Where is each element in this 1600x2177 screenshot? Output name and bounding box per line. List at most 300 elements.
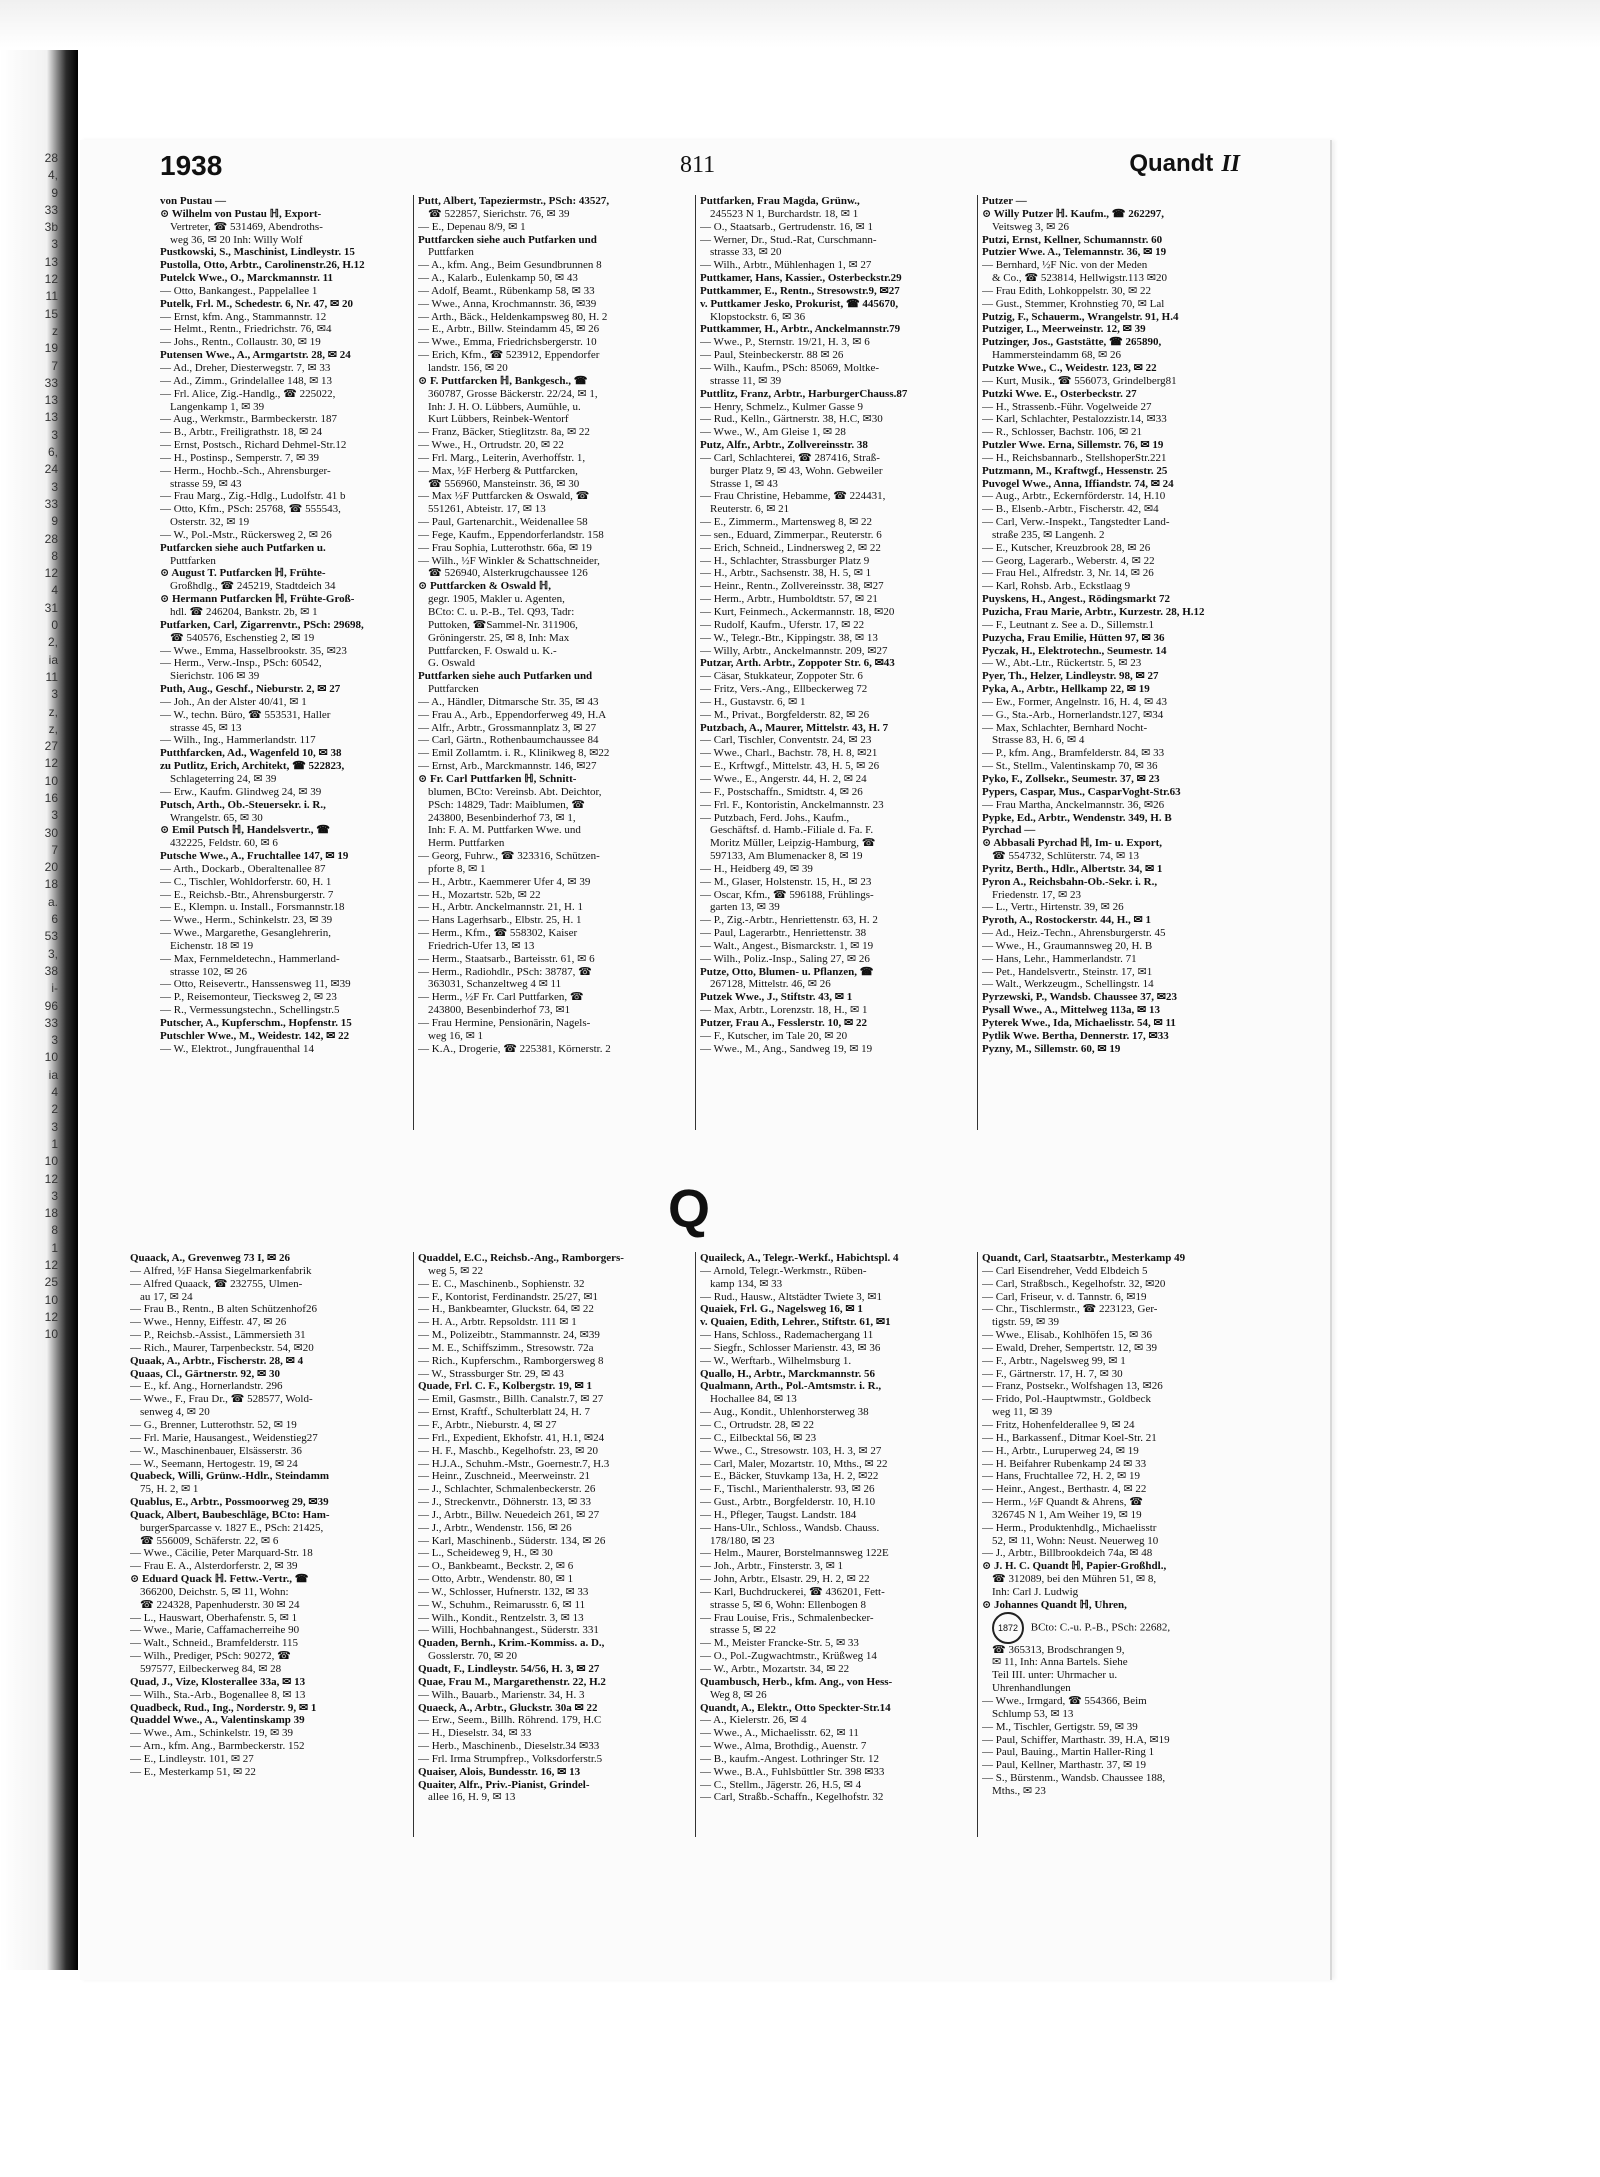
directory-entry: Quallo, H., Arbtr., Marckmannstr. 56	[700, 1367, 875, 1380]
directory-entry: — J., Arbtr., Billbrookdeich 74a, ✉ 48	[982, 1547, 1153, 1560]
directory-entry: — Alfr., Arbtr., Grossmannplatz 3, ✉ 27	[418, 721, 597, 734]
directory-entry: — Wwe., A., Michaelisstr. 62, ✉ 11	[700, 1727, 859, 1740]
directory-entry: — Erich, Schneid., Lindnersweg 2, ✉ 22	[700, 541, 881, 554]
directory-entry: Mths., ✉ 23	[992, 1784, 1046, 1797]
directory-entry: — Wilh., Kaufm., PSch: 85069, Moltke-	[700, 361, 880, 374]
directory-entry: Pyzny, M., Sillemstr. 60, ✉ 19	[982, 1042, 1121, 1055]
directory-entry: — Wwe., P., Sternstr. 19/21, H. 3, ✉ 6	[700, 336, 870, 349]
directory-entry: strasse 11, ✉ 39	[710, 374, 782, 387]
directory-entry: Pustolla, Otto, Arbtr., Carolinenstr.26, H.12	[160, 259, 365, 272]
directory-entry: — Paul, Schiffer, Marthastr. 39, H.A, ✉19	[982, 1733, 1170, 1746]
directory-entry: — Wwe., Elisab., Kohlhöfen 15, ✉ 36	[982, 1329, 1153, 1342]
directory-entry: Pyrchad —	[982, 824, 1036, 837]
directory-entry: Quadt, F., Lindleystr. 54/56, H. 3, ✉ 27	[418, 1663, 600, 1675]
directory-entry: Weg 8, ✉ 26	[710, 1688, 767, 1701]
column-2	[418, 195, 690, 1130]
directory-entry: — C., Tischler, Wohldorferstr. 60, H. 1	[160, 875, 332, 888]
directory-entry: — P., Reichsb.-Assist., Lämmersieth 31	[130, 1329, 306, 1342]
directory-entry: — A., Kalarb., Eulenkamp 50, ✉ 43	[418, 272, 578, 285]
directory-entry: Pyczak, H., Elektrotechn., Seumestr. 14	[982, 644, 1167, 657]
directory-entry: — Herm., Verw.-Insp., PSch: 60542,	[160, 657, 322, 670]
left-page-fragment: z,	[48, 704, 58, 719]
directory-entry: ⊙ August T. Putfarcken ℍ, Frühte-	[160, 567, 326, 580]
directory-entry: — M., Polizeibtr., Stammannstr. 24, ✉39	[418, 1329, 600, 1342]
left-page-fragment: 3	[51, 687, 58, 702]
directory-entry: — P., Zig.-Arbtr., Henriettenstr. 63, H. 2	[700, 914, 878, 927]
directory-entry: Puttfarken	[428, 246, 474, 259]
directory-entry: ⊙ Johannes Quandt ℍ, Uhren,	[982, 1598, 1127, 1611]
directory-entry: — H., Barkassenf., Ditmar Koel-Str. 21	[982, 1431, 1157, 1444]
directory-entry: Schlageterring 24, ✉ 39	[170, 772, 277, 785]
directory-entry: — F., Kutscher, im Tale 20, ✉ 20	[700, 1029, 848, 1042]
directory-entry: 597577, Eilbeckerweg 84, ✉ 28	[140, 1663, 282, 1675]
directory-entry: Puyskens, H., Angest., Rödingsmarkt 72	[982, 593, 1170, 606]
directory-entry: ⊙ Willy Putzer ℍ. Kaufm., ☎ 262297,	[982, 207, 1164, 220]
column-1	[160, 195, 408, 1115]
directory-entry: — Fritz, Hohenfelderallee 9, ✉ 24	[982, 1418, 1135, 1431]
directory-entry: Puth, Aug., Geschf., Nieburstr. 2, ✉ 27	[160, 683, 341, 696]
directory-entry: — Kurt, Feinmech., Ackermannstr. 18, ✉20	[700, 606, 895, 618]
directory-entry: — E., kf. Ang., Hornerlandstr. 296	[130, 1380, 283, 1393]
directory-entry: — O., Staatsarb., Gertrudenstr. 16, ✉ 1	[700, 220, 873, 233]
directory-entry: Uhrenhandlungen	[992, 1682, 1071, 1695]
directory-entry: — C., Stellm., Jägerstr. 26, H.5, ✉ 4	[700, 1778, 862, 1791]
q-column-1	[130, 1252, 408, 1822]
directory-entry: — Herm., Kfm., ☎ 558302, Kaiser	[418, 927, 578, 940]
directory-entry: Putthfarcken, Ad., Wagenfeld 10, ✉ 38	[160, 747, 342, 760]
directory-entry: — F., Postschaffn., Smidtstr. 4, ✉ 26	[700, 785, 863, 798]
directory-entry: tigstr. 59, ✉ 39	[992, 1316, 1059, 1329]
directory-entry: — Arth., Bäck., Heldenkampsweg 80, H. 2	[418, 310, 608, 323]
directory-entry: — Erw., Seem., Billh. Röhrend. 179, H.C	[418, 1714, 602, 1727]
left-page-fragment: 33	[44, 202, 58, 217]
directory-entry: — Rich., Kupferschm., Ramborgersweg 8	[418, 1354, 604, 1367]
directory-entry: — Heinr., Rentn., Zollvereinsstr. 38, ✉27	[700, 580, 884, 593]
directory-entry: — Pet., Handelsvertr., Steinstr. 17, ✉1	[982, 965, 1153, 978]
directory-entry: ⊙ Puttfarcken & Oswald ℍ,	[418, 580, 551, 593]
directory-entry: — Carl, Tischler, Conventstr. 24, ✉ 23	[700, 734, 872, 747]
left-page-fragment: 3	[51, 1188, 58, 1203]
directory-entry: — Wwe., Marie, Caffamacherreihe 90	[130, 1624, 300, 1637]
directory-entry: Putt, Albert, Tapeziermstr., PSch: 43527,	[418, 195, 610, 207]
left-page-fragment: 19	[44, 341, 58, 356]
directory-entry: — H. A., Arbtr. Repsoldstr. 111 ✉ 1	[418, 1316, 577, 1329]
directory-entry: — Hans-Ulr., Schloss., Wandsb. Chauss.	[700, 1521, 880, 1534]
directory-entry: — M., Tischler, Gertigstr. 59, ✉ 39	[982, 1720, 1138, 1733]
left-page-fragment: 2	[51, 1102, 58, 1117]
left-page-fragment: 7	[51, 358, 58, 373]
directory-entry: ⊙ F. Puttfarcken ℍ, Bankgesch., ☎	[418, 374, 588, 387]
left-page-fragment: 6,	[47, 445, 58, 460]
left-page-fragment: 12	[44, 1171, 58, 1186]
directory-entry: — Herb., Maschinenb., Dieselstr.34 ✉33	[418, 1740, 600, 1753]
directory-entry: — Walt., Werkzeugm., Schellingstr. 14	[982, 978, 1154, 991]
directory-entry: — H., Reichsbannarb., StellshoperStr.221	[982, 451, 1167, 464]
directory-entry: weg 16, ✉ 1	[428, 1029, 484, 1042]
column-divider	[977, 1252, 978, 1837]
directory-entry: — Franz, Postsekr., Wolfshagen 13, ✉26	[982, 1380, 1163, 1393]
directory-entry: Puttkamer, Hans, Kassier., Osterbeckstr.29	[700, 272, 902, 285]
directory-entry: — Ew., Former, Angelnstr. 16, H. 4, ✉ 43	[982, 695, 1167, 708]
left-page-fragment: 3	[51, 1033, 58, 1048]
directory-entry: — J., Arbtr., Wendenstr. 156, ✉ 26	[418, 1521, 572, 1534]
directory-entry: kamp 134, ✉ 33	[710, 1277, 783, 1290]
directory-entry: Quaddel Wwe., A., Valentinskamp 39	[130, 1714, 305, 1727]
directory-entry: — Herm., Arbtr., Humboldtstr. 57, ✉ 21	[700, 593, 878, 606]
directory-entry: — Gust., Arbtr., Borgfelderstr. 10, H.10	[700, 1496, 876, 1509]
directory-entry: burger Platz 9, ✉ 43, Wohn. Gebweiler	[710, 464, 883, 477]
directory-entry: — H., Arbtr., Luruperweg 24, ✉ 19	[982, 1444, 1139, 1457]
directory-entry: — Wilh., ½F Winkler & Schattschneider,	[418, 554, 600, 567]
directory-entry: — H., Heidberg 49, ✉ 39	[700, 862, 813, 875]
directory-entry: — E., Arbtr., Billw. Steindamm 45, ✉ 26	[418, 323, 600, 336]
directory-entry: — Chr., Tischlermstr., ☎ 223123, Ger-	[982, 1303, 1158, 1316]
left-page-fragment: 11	[45, 289, 58, 304]
directory-entry: — E., Klempn. u. Install., Forsmannstr.18	[160, 901, 345, 914]
directory-entry: — St., Stellm., Valentinskamp 70, ✉ 36	[982, 760, 1158, 773]
directory-entry: — Ernst, Postsch., Richard Dehmel-Str.12	[160, 439, 347, 452]
directory-entry: G. Oswald	[428, 657, 476, 670]
directory-entry: Kurt Lübbers, Reinbek-Wentorf	[428, 413, 569, 426]
directory-entry: — R., Vermessungstechn., Schellingstr.5	[160, 1004, 340, 1017]
directory-entry: Qualmann, Arth., Pol.-Amtsmstr. i. R.,	[700, 1380, 882, 1393]
directory-entry: Quaack, A., Grevenweg 73 I, ✉ 26	[130, 1252, 290, 1264]
directory-entry: — S., Bürstenm., Wandsb. Chaussee 188,	[982, 1772, 1166, 1785]
directory-entry: — Frau A., Arb., Eppendorferweg 49, H.A	[418, 708, 607, 721]
directory-entry: senweg 4, ✉ 20	[140, 1406, 210, 1419]
directory-entry: — W., Elektrot., Jungfrauenthal 14	[160, 1042, 314, 1055]
directory-entry: Puvogel Wwe., Anna, Iffiandstr. 74, ✉ 24	[982, 477, 1174, 490]
directory-entry: — Wilh., Ing., Hammerlandstr. 117	[160, 734, 316, 747]
directory-entry: — Wwe., B.A., Fuhlsbüttler Str. 398 ✉33	[700, 1765, 885, 1778]
directory-entry: weg 11, ✉ 39	[992, 1406, 1053, 1419]
directory-entry: 551261, Abteistr. 17, ✉ 13	[428, 503, 546, 516]
directory-entry: — Wwe., Margarethe, Gesanglehrerin,	[160, 927, 331, 940]
directory-entry: — Frl. Marie, Hausangest., Weidenstieg27	[130, 1431, 318, 1444]
directory-entry: — Herm., ½F Fr. Carl Puttfarken, ☎	[418, 991, 584, 1004]
directory-entry: pforte 8, ✉ 1	[428, 862, 486, 875]
directory-entry: Klopstockstr. 6, ✉ 36	[710, 310, 806, 323]
directory-entry: — Wilh., Kondit., Rentzelstr. 3, ✉ 13	[418, 1611, 584, 1624]
directory-entry: Pyka, A., Arbtr., Hellkamp 22, ✉ 19	[982, 683, 1150, 696]
directory-entry: ✉ 11, Inh: Anna Bartels. Siehe	[992, 1656, 1128, 1669]
directory-entry: — Aug., Kondit., Uhlenhorsterweg 38	[700, 1406, 869, 1419]
directory-entry: Pyritz, Berth., Hdlr., Albertstr. 34, ✉ 1	[982, 862, 1163, 875]
left-page-fragment: 33	[44, 1015, 58, 1030]
directory-entry: — Herm., ½F Quandt & Ahrens, ☎	[982, 1496, 1143, 1509]
directory-entry: Putsch, Arth., Ob.-Steuersekr. i. R.,	[160, 798, 326, 811]
directory-entry: Putzi, Ernst, Kellner, Schumannstr. 60	[982, 233, 1163, 246]
left-page-fragment: 31	[44, 600, 58, 615]
directory-entry: — Carl Eisendreher, Vedd Elbdeich 5	[982, 1264, 1148, 1277]
directory-entry: — H. Beifahrer Rubenkamp 24 ✉ 33	[982, 1457, 1147, 1470]
directory-entry: — sen., Eduard, Zimmerpar., Reuterstr. 6	[700, 528, 882, 541]
directory-entry: — Hans, Lehr., Hammerlandstr. 71	[982, 952, 1137, 965]
directory-entry: — Erw., Kaufm. Glindweg 24, ✉ 39	[160, 785, 322, 798]
directory-entry: Gosslerstr. 70, ✉ 20	[428, 1650, 517, 1663]
directory-entry: Pustkowski, S., Maschinist, Lindleystr. 15	[160, 246, 355, 259]
directory-entry: Putsche Wwe., A., Fruchtallee 147, ✉ 19	[160, 850, 349, 863]
directory-entry: — B., kaufm.-Angest. Lothringer Str. 12	[700, 1752, 880, 1765]
header-running-head	[1129, 150, 1240, 178]
directory-entry: — Wwe., H., Ortrudstr. 20, ✉ 22	[418, 439, 564, 452]
directory-entry: Pyko, F., Zollsekr., Seumestr. 37, ✉ 23	[982, 772, 1160, 785]
directory-entry: — E., Reichsb.-Btr., Ahrensburgerstr. 7	[160, 888, 334, 901]
directory-entry: Putzer, Frau A., Fesslerstr. 10, ✉ 22	[700, 1017, 867, 1029]
directory-entry: 360787, Grosse Bäckerstr. 22/24, ✉ 1,	[428, 387, 598, 400]
directory-entry: Herm. Puttfarken	[428, 837, 505, 850]
directory-entry: Schlump 53, ✉ 13	[992, 1707, 1074, 1720]
directory-entry: — Willy, Arbtr., Anckelmannstr. 209, ✉27	[700, 644, 888, 657]
directory-entry: Quabeck, Willi, Grünw.-Hdlr., Steindamm	[130, 1470, 330, 1483]
directory-entry: ⊙ Emil Putsch ℍ, Handelsvertr., ☎	[160, 824, 330, 837]
directory-entry: Quaiter, Alfr., Priv.-Pianist, Grindel-	[418, 1778, 590, 1791]
directory-entry: au 17, ✉ 24	[140, 1290, 193, 1303]
directory-entry: 1872 BCto: C.-u. P.-B., PSch: 22682,	[982, 1612, 1244, 1644]
directory-entry: — B., Arbtr., Freiligrathstr. 18, ✉ 24	[160, 426, 322, 439]
directory-entry: Quaddel, E.C., Reichsb.-Ang., Ramborgers-	[418, 1252, 624, 1264]
left-page-fragment: i-	[51, 981, 58, 996]
directory-entry: — Herm., Produktenhdlg., Michaelisstr	[982, 1521, 1157, 1534]
directory-entry: — H., Arbtr., Kaemmerer Ufer 4, ✉ 39	[418, 875, 591, 888]
directory-entry: — R., Schlosser, Bachstr. 106, ✉ 21	[982, 426, 1143, 439]
directory-entry: — L., Hauswart, Oberhafenstr. 5, ✉ 1	[130, 1611, 298, 1624]
directory-entry: — Fege, Kaufm., Eppendorferlandstr. 158	[418, 528, 604, 541]
directory-entry: 326745 N 1, Am Weiher 19, ✉ 19	[992, 1508, 1142, 1521]
directory-entry: — W., techn. Büro, ☎ 553531, Haller	[160, 708, 331, 721]
directory-entry: — G., Brenner, Lutterothstr. 52, ✉ 19	[130, 1418, 297, 1431]
directory-entry: Quaiser, Alois, Bundesstr. 16, ✉ 13	[418, 1765, 581, 1778]
directory-entry: — Frido, Pol.-Hauptwmstr., Goldbeck	[982, 1393, 1151, 1406]
directory-entry: — H., Dieselstr. 34, ✉ 33	[418, 1727, 532, 1740]
directory-entry: ⊙ J. H. C. Quandt ℍ, Papier-Großhdl.,	[982, 1560, 1167, 1573]
left-page-fragment: 24	[44, 462, 58, 477]
header-page-number: 811	[680, 152, 716, 178]
left-page-fragment: z	[52, 323, 58, 338]
directory-entry: — Wilh., Arbtr., Mühlenhagen 1, ✉ 27	[700, 259, 872, 272]
directory-entry: — Carl, Friseur, v. d. Tannstr. 6, ✉19	[982, 1290, 1147, 1303]
directory-entry: Puttkammer, H., Arbtr., Anckelmannstr.79	[700, 323, 901, 336]
directory-entry: weg 36, ✉ 20 Inh: Willy Wolf	[170, 233, 303, 246]
directory-entry: — Frl., Expedient, Ekhofstr. 41, H.1, ✉24	[418, 1431, 605, 1444]
directory-entry: Moritz Müller, Leipzig-Hamburg, ☎	[710, 837, 876, 850]
directory-entry: Putscher, A., Kupferschm., Hopfenstr. 15	[160, 1017, 352, 1029]
left-page-fragment: 13	[44, 393, 58, 408]
directory-entry: — Franz, Bäcker, Stieglitzstr. 8a, ✉ 22	[418, 426, 590, 439]
directory-entry: — Wwe., Anna, Krochmannstr. 36, ✉39	[418, 297, 597, 310]
directory-entry: — Emil, Gasmstr., Billh. Canalstr.7, ✉ 27	[418, 1393, 604, 1406]
directory-entry: gegr. 1905, Makler u. Agenten,	[428, 593, 565, 606]
directory-entry: — Frau Hel., Alfredstr. 3, Nr. 14, ✉ 26	[982, 567, 1154, 580]
directory-entry: — Wwe., Henny, Eiffestr. 47, ✉ 26	[130, 1316, 287, 1329]
left-page-fragment: 53	[44, 929, 58, 944]
directory-entry: Quaden, Bernh., Krim.-Kommiss. a. D.,	[418, 1637, 605, 1650]
directory-entry: — Paul, Lagerarbtr., Henriettenstr. 38	[700, 927, 867, 940]
q-column-3	[700, 1252, 972, 1837]
directory-entry: — H.J.A., Schuhm.-Mstr., Goernestr.7, H.3	[418, 1457, 610, 1470]
left-page-fragment: ia	[48, 652, 58, 667]
directory-entry: — Joh., An der Alster 40/41, ✉ 1	[160, 695, 307, 708]
directory-entry: — H., Bankbeamter, Gluckstr. 64, ✉ 22	[418, 1303, 594, 1316]
directory-entry: — Putzbach, Ferd. Johs., Kaufm.,	[700, 811, 850, 824]
directory-entry: — Rudolf, Kaufm., Uferstr. 17, ✉ 22	[700, 618, 865, 631]
directory-entry: — Wilh., Poliz.-Insp., Saling 27, ✉ 26	[700, 952, 870, 965]
directory-entry: — Wwe., Herm., Schinkelstr. 23, ✉ 39	[160, 914, 333, 927]
directory-entry: — Wwe., F., Frau Dr., ☎ 528577, Wold-	[130, 1393, 313, 1406]
directory-entry: — Siegfr., Schlosser Marienstr. 43, ✉ 36	[700, 1341, 881, 1354]
directory-entry: — M., Meister Francke-Str. 5, ✉ 33	[700, 1637, 859, 1650]
directory-entry: — F., Leutnant z. See a. D., Sillemstr.1	[982, 618, 1155, 631]
directory-entry: 432225, Feldstr. 60, ✉ 6	[170, 837, 278, 850]
directory-entry: — Walt., Angest., Bismarckstr. 1, ✉ 19	[700, 939, 874, 952]
directory-entry: Quandt, A., Elektr., Otto Speckter-Str.14	[700, 1701, 891, 1714]
directory-entry: — Otto, Kfm., PSch: 25768, ☎ 555543,	[160, 503, 341, 516]
directory-entry: — Cäsar, Stukkateur, Zoppoter Str. 6	[700, 670, 863, 683]
left-page-fragment: 0	[51, 618, 58, 633]
column-3	[700, 195, 972, 1130]
directory-entry: — Ad., Dreher, Diesterwegstr. 7, ✉ 33	[160, 361, 331, 374]
directory-entry: — W., Seemann, Hertogestr. 19, ✉ 24	[130, 1457, 298, 1470]
directory-entry: ☎ 365313, Brodschrangen 9,	[992, 1643, 1125, 1656]
directory-entry: Puttfarcken siehe auch Putfarken und	[418, 233, 597, 246]
directory-entry: — H., Arbtr. Anckelmannstr. 21, H. 1	[418, 901, 583, 914]
directory-entry: ⊙ Hermann Putfarcken ℍ, Frühte-Groß-	[160, 593, 355, 606]
directory-entry: — Carl, Gärtn., Rothenbaumchaussee 84	[418, 734, 599, 747]
directory-entry: Quaiek, Frl. G., Nagelsweg 16, ✉ 1	[700, 1303, 863, 1316]
left-page-fragment: 3	[51, 808, 58, 823]
directory-entry: 178/180, ✉ 23	[710, 1534, 775, 1547]
left-page-fragment: 7	[51, 842, 58, 857]
directory-entry: — E., Mesterkamp 51, ✉ 22	[130, 1765, 256, 1778]
directory-entry: — A., Kielerstr. 26, ✉ 4	[700, 1714, 807, 1727]
directory-entry: — Ernst, kfm. Ang., Stammannstr. 12	[160, 310, 327, 323]
directory-entry: Putzke Wwe., C., Weidestr. 123, ✉ 22	[982, 361, 1157, 374]
directory-entry: Inh: Carl J. Ludwig	[992, 1585, 1079, 1598]
directory-entry: Quambusch, Herb., kfm. Ang., von Hess-	[700, 1675, 893, 1688]
directory-entry: — W., Schlosser, Hufnerstr. 132, ✉ 33	[418, 1585, 589, 1598]
directory-entry: Quandt, Carl, Staatsarbtr., Mesterkamp 49	[982, 1252, 1186, 1264]
directory-entry: — Hans Lagerhsarb., Elbstr. 25, H. 1	[418, 914, 582, 927]
directory-entry: — W., Werftarb., Wilhelmsburg 1.	[700, 1354, 852, 1367]
directory-entry: — Wwe., W., Am Gleise 1, ✉ 28	[700, 426, 846, 439]
directory-entry: — Gust., Stemmer, Krohnstieg 70, ✉ Lal	[982, 297, 1165, 310]
left-page-fragment: 16	[44, 790, 58, 805]
directory-entry: — Ernst, Arb., Marckmannstr. 146, ✉27	[418, 760, 597, 773]
directory-entry: Putze, Otto, Blumen- u. Pflanzen, ☎	[700, 965, 874, 978]
directory-entry: — Ernst, Kraftf., Schulterblatt 24, H. 7	[418, 1406, 590, 1419]
left-page-fragment: 33	[44, 375, 58, 390]
directory-entry: Reuterstr. 6, ✉ 21	[710, 503, 790, 516]
directory-entry: — Otto, Bankangest., Pappelallee 1	[160, 284, 318, 297]
column-divider	[977, 195, 978, 1130]
directory-entry: — M. E., Schiffszimm., Stresowstr. 72a	[418, 1341, 594, 1354]
directory-entry: Quaeck, A., Arbtr., Gluckstr. 30a ✉ 22	[418, 1701, 598, 1714]
directory-entry: — John, Arbtr., Elsastr. 29, H. 2, ✉ 22	[700, 1573, 870, 1586]
directory-entry: Putz, Alfr., Arbtr., Zollvereinsstr. 38	[700, 439, 868, 452]
left-page-fragment: 9	[51, 185, 58, 200]
directory-entry: — Wilh., Bauarb., Marienstr. 34, H. 3	[418, 1688, 585, 1701]
directory-entry: — Max, ½F Herberg & Puttfarcken,	[418, 464, 578, 477]
running-head-name: Quandt	[1129, 150, 1214, 177]
directory-entry: — H., Gustavstr. 6, ✉ 1	[700, 695, 806, 708]
directory-entry: weg 5, ✉ 22	[428, 1264, 484, 1277]
directory-entry: Puttfarken	[170, 554, 216, 567]
left-page-fragment: 12	[44, 566, 58, 581]
directory-entry: — Hans, Fruchtallee 72, H. 2, ✉ 19	[982, 1470, 1140, 1483]
directory-entry: — Erich, Kfm., ☎ 523912, Eppendorfer	[418, 349, 600, 362]
directory-entry: blumen, BCto: Vereinsb. Abt. Deichtor,	[428, 785, 602, 798]
directory-entry: — Karl, Buchdruckerei, ☎ 436201, Fett-	[700, 1585, 885, 1598]
page-header	[160, 150, 1240, 190]
directory-entry: Quablus, E., Arbtr., Possmoorweg 29, ✉39	[130, 1496, 329, 1509]
directory-entry: — Aug., Werkmstr., Barmbeckerstr. 187	[160, 413, 338, 426]
directory-entry: Pyterek Wwe., Ida, Michaelisstr. 54, ✉ 11	[982, 1017, 1176, 1029]
directory-entry: — Frau Marg., Zig.-Hdlg., Ludolfstr. 41 b	[160, 490, 346, 503]
directory-entry: — H., Mozartstr. 52b, ✉ 22	[418, 888, 541, 901]
left-page-fragment: 33	[44, 496, 58, 511]
directory-entry: — H., Arbtr., Sachsenstr. 38, H. 5, ✉ 1	[700, 567, 872, 580]
left-page-fragment: 12	[44, 1258, 58, 1272]
directory-entry: — Fritz, Vers.-Ang., Ellbeckerweg 72	[700, 683, 868, 696]
left-page-fragment: 30	[44, 825, 58, 840]
directory-entry: — Arth., Dockarb., Oberaltenallee 87	[160, 862, 326, 875]
directory-entry: Putzler Wwe. Erna, Sillemstr. 76, ✉ 19	[982, 439, 1164, 452]
directory-entry: Putzer —	[982, 195, 1027, 207]
directory-entry: — Johs., Rentn., Collaustr. 30, ✉ 19	[160, 336, 321, 349]
directory-entry: Puttfarcken	[428, 683, 479, 696]
directory-entry: 366200, Deichstr. 5, ✉ 11, Wohn:	[140, 1585, 289, 1598]
directory-entry: — Adolf, Beamt., Rübenkamp 58, ✉ 33	[418, 284, 595, 297]
directory-entry: — Frl. F., Kontoristin, Anckelmannstr. 23	[700, 798, 884, 811]
directory-entry: allee 16, H. 9, ✉ 13	[428, 1791, 516, 1804]
directory-entry: — J., Arbtr., Billw. Neuedeich 261, ✉ 27	[418, 1508, 600, 1521]
directory-entry: — H., Strassenb.-Führ. Vogelweide 27	[982, 400, 1152, 413]
directory-entry: Quadbeck, Rud., Ing., Norderstr. 9, ✉ 1	[130, 1701, 317, 1714]
directory-entry: — Frau Martha, Anckelmannstr. 36, ✉26	[982, 798, 1165, 811]
left-page-fragment: 12	[44, 756, 58, 771]
directory-entry: — Emil Zollamtm. i. R., Klinikweg 8, ✉22	[418, 747, 610, 760]
directory-entry: — W., Schuhm., Reimarusstr. 6, ✉ 11	[418, 1598, 586, 1611]
directory-entry: — Walt., Schneid., Bramfelderstr. 115	[130, 1637, 299, 1650]
directory-entry: ⊙ Wilhelm von Pustau ℍ, Export-	[160, 207, 322, 220]
directory-entry: Quaileck, A., Telegr.-Werkf., Habichtspl. 4	[700, 1252, 899, 1264]
directory-entry: — H., Pfleger, Taugst. Landstr. 184	[700, 1508, 857, 1521]
directory-entry: Putzier Wwe. A., Telemannstr. 36, ✉ 19	[982, 246, 1167, 259]
left-page-fragment: 9	[51, 514, 58, 529]
directory-entry: — Kurt, Musik., ☎ 556073, Grindelberg81	[982, 374, 1177, 387]
directory-entry: Inh: F. A. M. Puttfarken Wwe. und	[428, 824, 581, 837]
directory-entry: — Carl, Straßbsch., Kegelhofstr. 32, ✉20	[982, 1277, 1166, 1290]
directory-entry: — Otto, Arbtr., Wendenstr. 80, ✉ 1	[418, 1573, 574, 1586]
directory-entry: — Frau Christine, Hebamme, ☎ 224431,	[700, 490, 886, 503]
directory-entry: v. Quaien, Edith, Lehrer., Stiftstr. 61, ✉1	[700, 1316, 891, 1329]
directory-entry: — Georg, Fuhrw., ☎ 323316, Schützen-	[418, 850, 600, 863]
directory-entry: Puttfarken siehe auch Putfarken und	[418, 670, 593, 683]
directory-entry: Veitsweg 3, ✉ 26	[992, 220, 1070, 233]
directory-entry: ⊙ Eduard Quack ℍ. Fettw.-Vertr., ☎	[130, 1573, 309, 1586]
directory-entry: — W., Abt.-Ltr., Rückertstr. 5, ✉ 23	[982, 657, 1142, 670]
directory-entry: Hammersteindamm 68, ✉ 26	[992, 349, 1121, 362]
left-page-fragment: 20	[44, 860, 58, 875]
directory-entry: 597133, Am Blumenacker 8, ✉ 19	[710, 850, 863, 863]
left-page-fragment: 1	[51, 1240, 58, 1255]
directory-entry: — Wilh., Sta.-Arb., Bogenallee 8, ✉ 13	[130, 1688, 306, 1701]
directory-entry: — Rud., Hausw., Altstädter Twiete 3, ✉1	[700, 1290, 882, 1303]
left-page-fragment: 12	[44, 1309, 58, 1324]
directory-entry: — Wilh., Prediger, PSch: 90272, ☎	[130, 1650, 291, 1663]
left-page-fragment: 11	[45, 669, 58, 684]
left-page-fragment: 3	[51, 1119, 58, 1134]
